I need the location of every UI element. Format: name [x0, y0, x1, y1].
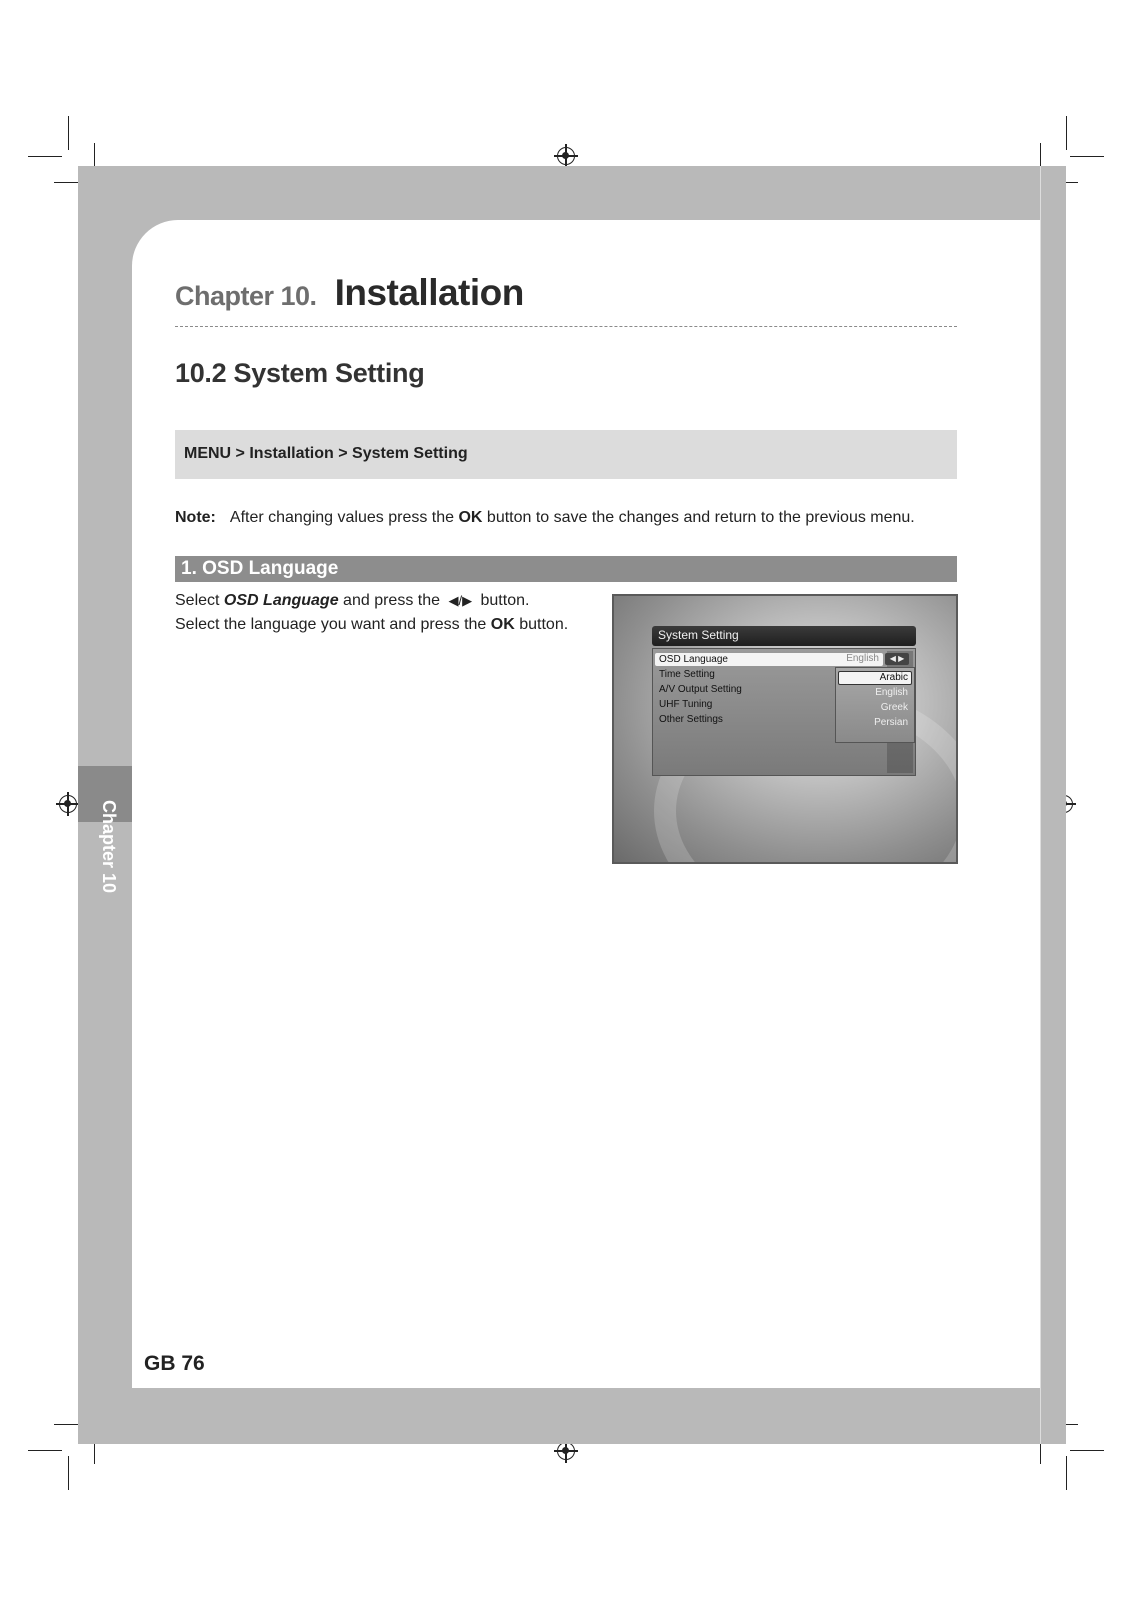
- osd-menu-item: Other Settings: [659, 714, 723, 725]
- osd-language-dropdown: [835, 667, 915, 743]
- osd-dropdown-option: Arabic: [879, 672, 908, 683]
- osd-dropdown-option: English: [875, 687, 908, 698]
- instruction-line-1: [175, 592, 529, 610]
- breadcrumb: [175, 430, 957, 479]
- crop-mark: [54, 182, 80, 183]
- subsection-title: 1. OSD Language: [181, 558, 339, 579]
- osd-title: System Setting: [658, 628, 739, 642]
- left-right-arrows-icon: ◀/▶: [448, 593, 473, 608]
- osd-arrows-icon: ◀ ▶: [885, 653, 909, 665]
- instruction-ok: OK: [490, 616, 515, 633]
- subsection-header: [175, 556, 957, 582]
- crop-mark: [28, 156, 62, 157]
- chapter-heading: [175, 272, 524, 314]
- note: [175, 509, 915, 527]
- osd-dropdown-option: Greek: [880, 702, 908, 713]
- crop-mark: [1070, 156, 1104, 157]
- note-text-end: button to save the changes and return to the previous menu.: [482, 509, 915, 526]
- instruction-emphasis: OSD Language: [223, 592, 339, 609]
- instruction-text: and press the: [338, 592, 445, 609]
- registration-mark-icon: [557, 147, 575, 165]
- instruction-text: Select the language you want and press the: [175, 616, 491, 633]
- instruction-line-2: [175, 616, 568, 634]
- note-ok: OK: [458, 509, 483, 526]
- crop-mark: [68, 116, 69, 150]
- breadcrumb-text: MENU > Installation > System Setting: [184, 445, 468, 462]
- chapter-side-label: Chapter 10: [99, 800, 119, 894]
- osd-menu-panel: [652, 648, 916, 776]
- page-number: GB 76: [144, 1352, 205, 1375]
- instruction-text: Select: [175, 592, 224, 609]
- instruction-text: button.: [476, 592, 530, 609]
- registration-mark-icon: [557, 1442, 575, 1460]
- heading-divider: [175, 326, 957, 327]
- crop-mark: [28, 1450, 62, 1451]
- right-rule: [1040, 166, 1041, 1444]
- osd-dropdown-option: Persian: [874, 717, 908, 728]
- crop-mark: [1070, 1450, 1104, 1451]
- osd-screenshot: [612, 594, 958, 864]
- osd-menu-item: UHF Tuning: [659, 699, 713, 710]
- note-label: Note:: [175, 509, 216, 526]
- chapter-title: Installation: [334, 272, 524, 313]
- osd-title-bar: [652, 626, 916, 646]
- section-title: 10.2 System Setting: [175, 358, 425, 388]
- osd-menu-item: Time Setting: [659, 669, 715, 680]
- crop-mark: [68, 1456, 69, 1490]
- crop-mark: [1066, 116, 1067, 150]
- instruction-text: button.: [514, 616, 569, 633]
- registration-mark-icon: [59, 795, 77, 813]
- osd-current-value: English: [846, 653, 879, 664]
- crop-mark: [54, 1424, 80, 1425]
- crop-mark: [1066, 1456, 1067, 1490]
- osd-menu-item: A/V Output Setting: [659, 684, 742, 695]
- chapter-number: Chapter 10.: [175, 281, 317, 311]
- osd-menu-item: OSD Language: [659, 654, 728, 665]
- note-text: After changing values press the: [229, 509, 459, 526]
